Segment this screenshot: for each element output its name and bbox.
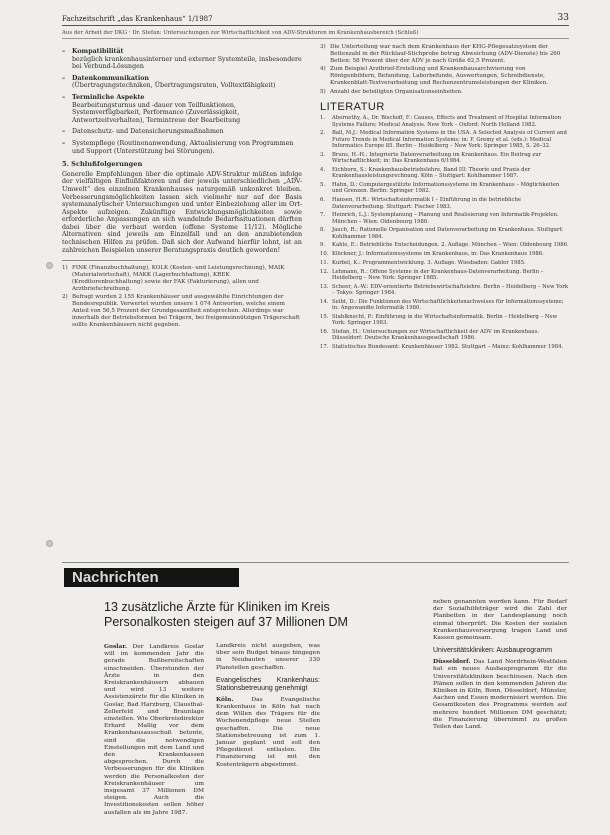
bullet-dash: –: [62, 139, 66, 147]
bullet-dash: –: [62, 74, 66, 82]
bullet-body: Datenschutz- und Datensicherungsmaßnahmen: [72, 128, 224, 136]
reference-item: [320, 115, 569, 128]
bullet-text: [72, 140, 302, 155]
reference-text: Statistisches Bundesamt: Krankenhäuser 1982. Stuttgart – Mainz: Kohlhammer 1984.: [332, 344, 564, 351]
punch-hole: [46, 540, 53, 547]
news-subheading: Evangelisches Krankenhaus: Stationsbetreuung genehmigt: [216, 676, 320, 692]
article-text: Der Landkreis Goslar will im kommenden Jahr die gerade Bußbereitschaften einschneiden. Überstunden der Ärzte in den Kreiskrankenhäusern abbauen und wird 13 weitere Assistenzärzte für die Kliniken in Goslar, Bad Harzburg, Clausthal-Zellerfeld und Braunlage einstellen. Wie Oberkreisdirektor Erhard Mallig vor dem Krankenhausausschuß betonte, sind die notwendigen Einstellungen mit dem Land und den Krankenkassen abgesprochen. Durch die Verbesserungen für die Kliniken werden die Personalkosten der Kreiskrankenhäuser um insgesamt 37 Millionen DM steigen. Auch die Investitionskosten sollen höher ausfallen als im Jahre 1987.: [104, 644, 204, 816]
punch-hole: [46, 262, 53, 269]
bullet-item: [62, 75, 302, 90]
bullet-item: [62, 128, 302, 136]
bullet-list: [62, 48, 302, 155]
bullet-body: (Übertragungstechniken, Übertragungsraten, Volltextfähigkeit): [72, 82, 276, 90]
reference-item: [320, 197, 569, 210]
bullet-dash: –: [62, 48, 66, 55]
reference-number: 5.: [320, 182, 326, 189]
reference-number: 3.: [320, 151, 326, 158]
page-number: 33: [557, 13, 569, 23]
dateline: Köln.: [216, 695, 234, 703]
footnote-number: 2): [62, 294, 68, 301]
news-column-1: [104, 643, 204, 817]
reference-number: 17.: [320, 344, 329, 351]
note-number: 3): [320, 44, 326, 50]
reference-number: 14.: [320, 298, 329, 305]
reference-text: Seibt, D.: Die Funktionen des Wirtschaftlichkeitsnachweises für Informationssysteme; in: Angewandte Informatik 1980.: [332, 298, 564, 312]
reference-item: [320, 260, 569, 266]
footnote-text: Befragt wurden 2 155 Krankenhäuser und ausgewählte Einrichtungen der Bundesrepublik. Verwertet wurden unsere 1 074 Antworten, welche einem Anteil von 56,5 Prozent der Grundgesamtheit entsprechen. Allerdings war innerhalb der Betriebsformen bei Trägern, bei freigemeinnützigen Trägerschaft sollte Krankenhäusern nicht gegeben.: [72, 294, 300, 328]
right-column: [320, 44, 569, 353]
news-banner: Nachrichten: [64, 568, 239, 587]
dateline: Düsseldorf.: [433, 658, 471, 666]
bullet-item: [62, 94, 302, 124]
note-text: Anzahl der beteiligten Organisationseinheiten.: [330, 88, 463, 95]
header-subline: Aus der Arbeit der DKG · Dr. Stefan: Untersuchungen zur Wirtschaftlichkeit von ADV-Strukturen im Krankenhausbereich (Schluß): [62, 30, 419, 36]
bullet-item: [62, 48, 302, 71]
subline-rule: [62, 38, 569, 39]
reference-number: 12.: [320, 268, 329, 275]
bullet-body: bezüglich krankenhausinterner und externer Systemteile, insbesondere bei Verbund-Lösungen: [72, 55, 302, 71]
section-title: 5. Schlußfolgerungen: [62, 160, 143, 169]
bullet-text: [72, 94, 302, 124]
footnote-number: 1): [62, 265, 68, 272]
reference-text: Kurbel, K.: Programmentwicklung. 3. Auflage. Wiesbaden: Gabler 1985.: [332, 259, 526, 266]
header-rule: [62, 25, 569, 26]
reference-text: Klöckner, J.: Informationssysteme im Krankenhaus, in: Das Krankenhaus 1986.: [332, 251, 544, 258]
article-text: Das Land Nordrhein-Westfalen hat ein neues Ausbauprogramm für die Universitätskliniken beschlossen. Nach den Plänen sollen in den kommenden Jahren die Kliniken in Köln, Bonn, Düsseldorf, Münster, Aachen und Essen modernisiert werden. Die Gesamtkosten des Programms werden auf mehrere hundert Millionen DM geschätzt; die Finanzierung übernimmt zu großen Teilen das Land.: [433, 659, 568, 731]
reference-number: 1.: [320, 115, 326, 122]
bullet-body: Systempflege (Routinenanwendung, Aktualisierung von Programmen und Support (Unterstützung bei Störungen).: [72, 139, 294, 155]
reference-item: [320, 329, 569, 342]
reference-item: [320, 130, 569, 149]
article-text: Landkreis nicht ausgeben, was über sein Budget hinaus hingegen in Neubauten unserer 330 Planstellen geschaffen.: [216, 643, 320, 671]
reference-text: Lehmann, R.: Offene Systeme in der Krankenhaus-Datenverarbeitung. Berlin – Heidelberg – New York: Springer 1985.: [332, 268, 544, 281]
news-subheading: Universitätskliniken: Ausbauprogramm: [433, 647, 553, 655]
reference-item: [320, 299, 569, 312]
reference-text: Ball, M.J.: Medical Information Systems in the USA. A Selected Analysis of Current and Future Trends in Medical Information Systems; in: F. Gremy et al. (eds.): Medical Informatics Europe 85. Berlin – Heidelberg – New York: Springer 1985, S. 26–32.: [332, 130, 567, 150]
news-headline: 13 zusätzliche Ärzte für Kliniken im Kreis Personalkosten steigen auf 37 Millionen DM: [104, 600, 348, 629]
note: [320, 66, 569, 86]
note-number: 4): [320, 66, 326, 73]
bullet-dash: –: [62, 93, 66, 101]
reference-text: Bruns, H.-H.: Integrierte Datenverarbeitung im Krankenhaus. Ein Beitrag zur Wirtschaftlichkeit; in: Das Krankenhaus 6/1984.: [332, 151, 542, 165]
reference-item: [320, 284, 569, 297]
reference-number: 9.: [320, 242, 326, 249]
bullet-body: Bearbeitungsturnus und -dauer von Teilfunktionen, Systemverfügbarkeit, Performance (Zuverlässigkeit, Antwortzeitverhalten), Termintreue der Bearbeitung: [72, 101, 241, 124]
reference-text: Hansen, H.R.: Wirtschaftsinformatik I – Einführung in die betriebliche Datenverarbeitung. Stuttgart: Fischer 1983.: [332, 197, 522, 210]
note: [320, 44, 569, 64]
reference-text: Abernethy, A., Dr. Bischoff, F.: Causes, Effects and Treatment of Hospital Information Systems Failure; Medical Analysis. New York – Oxford: North Holland 1982.: [332, 115, 562, 128]
reference-list: [320, 115, 569, 350]
reference-number: 10.: [320, 251, 329, 258]
reference-item: [320, 269, 569, 282]
reference-number: 15.: [320, 313, 329, 320]
reference-item: [320, 167, 569, 180]
reference-number: 11.: [320, 259, 329, 266]
conclusion-paragraph: Generelle Empfehlungen über die optimale ADV-Struktur müßten infolge der vielfältigen Einflußfaktoren und der jeweils unterschiedlichen „ADV-Umwelt“ des einzelnen Krankenhauses naturgemäß unkonkret bleiben. Verbesserungsmöglichkeiten lassen sich vielmehr nur auf der Basis systemanalytischer Untersuchungen und unter Einbeziehung aller im Ort-Aspekte aufzeigen. Zukünftige Entwicklungsmöglichkeiten sowie erforderliche Anpassungen an sich wandelnde Bedarfssituationen dürften dabei über die verbaut werden (offene Systeme 11/12). Mögliche Alternativen sind jeweils am Einzelfall und an den anzubietenden technischen Hilfen zu prüfen. Daß sich der Aufwand hierfür lohnt, ist an zahlreichen Beispielen unserer Beratungspraxis deutlich geworden!: [62, 170, 302, 254]
reference-number: 7.: [320, 212, 326, 219]
reference-item: [320, 344, 569, 350]
article-text: Das Evangelische Krankenhaus in Köln hat nach dem Willen des Trägers für die Wochenendpflege neue Stellen geschaffen. Die neue Stationsbetreuung ist zum 1. Januar geplant und soll den Pflegedienst entlasten. Die Finanzierung ist mit den Kostenträgern abgestimmt.: [216, 696, 320, 768]
footnote: [62, 265, 302, 292]
article-text: neben genannten worden kann. Für Bedarf der Sozialhilfeträger wird die Zahl der Planbetten in der Landesplanung noch einmal überprüft. Die Kosten der sozialen Krankenhausversorgung tragen Land und Kassen gemeinsam.: [433, 599, 567, 642]
footnotes: [62, 265, 302, 328]
reference-item: [320, 182, 569, 195]
reference-number: 8.: [320, 227, 326, 234]
reference-text: Stefan, H.: Untersuchungen zur Wirtschaftlichkeit der ADV im Krankenhaus. Düsseldorf: Deutsche Krankenhausgesellschaft 1986.: [332, 329, 540, 342]
bullet-heading: Datenkommunikation: [72, 74, 149, 82]
bullet-heading: Terminliche Aspekte: [72, 93, 145, 101]
section-separator: [62, 562, 569, 563]
left-column: [62, 48, 302, 330]
dateline: Goslar.: [104, 643, 127, 650]
footnote-text: FINK (Finanzbuchhaltung), KOLK (Kosten- und Leistungsrechnung), MAIK (Materialwirtschaft), MAKK (Lagerbuchhaltung), KREK (Kreditorenbuchhaltung) sowie der FAK (Fakturierung), allen und Arztbriefschreibung.: [72, 265, 285, 292]
footnote-rule: [62, 260, 152, 261]
bullet-text: [72, 128, 302, 136]
reference-item: [320, 152, 569, 165]
literature-heading: LITERATUR: [320, 100, 385, 113]
reference-item: [320, 227, 569, 240]
journal-title: Fachzeitschrift „das Krankenhaus“ 1/1987: [62, 15, 213, 23]
reference-item: [320, 251, 569, 257]
reference-text: Jauch, R.: Rationelle Organisation und Datenverarbeitung im Krankenhaus. Stuttgart: Kohlhammer 1984.: [332, 227, 564, 240]
bullet-text: [72, 75, 302, 90]
note: [320, 89, 569, 96]
reference-text: Scheer, A.-W.: EDV-orientierte Betriebswirtschaftslehre. Berlin – Heidelberg – New York – Tokyo: Springer 1984.: [332, 283, 569, 297]
notes-list: [320, 44, 569, 96]
news-column-3: [433, 599, 567, 731]
reference-number: 6.: [320, 197, 326, 204]
reference-number: 2.: [320, 130, 326, 137]
note-text: Zum Beispiel Arztbrief-Erstellung und Krankenhausarchivierung von Röntgenbildern, Befundung, Laborbefunde, Auswertungen, Schreibdienste, Krankenblatt-Textverarbeitung und Rechenzentrumsleistungen der Kliniken.: [330, 66, 548, 86]
reference-number: 4.: [320, 166, 326, 173]
note-text: Die Unterteilung war nach dem Krankenhaus der KHG-Pflegesatzsystem der Bettenzahl in der Rücklauf-Stichprobe betrug Abweichung (ADV-Dienste) bis 260 Betten: 58 Prozent über der ADV je nach Größe 62,5 Prozent.: [330, 44, 561, 64]
reference-item: [320, 242, 569, 248]
bullet-text: [72, 48, 302, 71]
reference-number: 16.: [320, 329, 329, 335]
reference-number: 13.: [320, 283, 329, 290]
reference-item: [320, 212, 569, 225]
bullet-heading: Kompatibilität: [72, 48, 124, 55]
reference-text: Heinrich, L.J.: Systemplanung – Planung und Realisierung von Informatik-Projekten. München – Wien: Oldenbourg 1986.: [332, 212, 559, 225]
reference-text: Eichhorn, S.: Krankenhausbetriebslehre, Band III: Theorie und Praxis der Krankenhausleistungsrechnung. Köln – Stuttgart: Kohlhammer 1987.: [332, 166, 531, 180]
news-column-2: [216, 643, 320, 769]
reference-item: [320, 314, 569, 327]
bullet-item: [62, 140, 302, 155]
bullet-dash: –: [62, 128, 66, 136]
note-number: 5): [320, 88, 326, 95]
reference-text: Stahlknecht, P.: Einführung in die Wirtschaftsinformatik. Berlin – Heidelberg – New York: Springer 1983.: [332, 313, 558, 327]
reference-text: Kahle, E.: Betriebliche Entscheidungen. 2. Auflage. München – Wien: Oldenbourg 1986.: [332, 242, 569, 249]
reference-text: Hahn, D.: Computergestützte Informationssysteme im Krankenhaus – Möglichkeiten und Grenzen. Berlin: Springer 1982.: [332, 182, 560, 195]
footnote: [62, 294, 302, 328]
